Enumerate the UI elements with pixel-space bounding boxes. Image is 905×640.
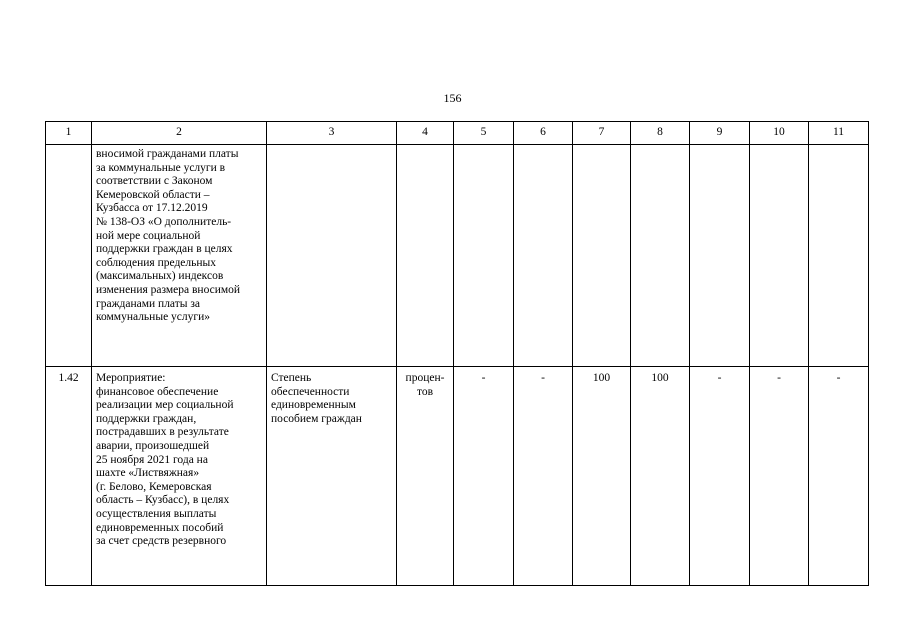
value-cell: -: [514, 367, 573, 586]
value-cell: [631, 145, 690, 367]
unit-of-measure: [397, 145, 454, 367]
indicator-name: Степень обеспеченности единовременным пособием граждан: [267, 367, 397, 586]
value-cell: -: [809, 367, 869, 586]
header-cell: 7: [573, 122, 631, 145]
value-cell: [454, 145, 514, 367]
value-cell: -: [750, 367, 809, 586]
value-cell: -: [690, 367, 750, 586]
indicator-name: [267, 145, 397, 367]
row-number: [46, 145, 92, 367]
header-cell: 3: [267, 122, 397, 145]
header-cell: 10: [750, 122, 809, 145]
value-cell: -: [454, 367, 514, 586]
header-cell: 2: [92, 122, 267, 145]
header-cell: 9: [690, 122, 750, 145]
header-cell: 8: [631, 122, 690, 145]
table-header-row: [46, 122, 869, 145]
value-cell: [690, 145, 750, 367]
header-cell: 6: [514, 122, 573, 145]
unit-of-measure: процен- тов: [397, 367, 454, 586]
table-row: [46, 367, 869, 586]
value-cell: [573, 145, 631, 367]
header-cell: 4: [397, 122, 454, 145]
value-cell: [514, 145, 573, 367]
value-cell: [750, 145, 809, 367]
page-number: 156: [443, 91, 462, 105]
table-row: [46, 145, 869, 367]
header-cell: 5: [454, 122, 514, 145]
header-cell: 11: [809, 122, 869, 145]
header-cell: 1: [46, 122, 92, 145]
indicators-table: [45, 121, 869, 586]
row-number: 1.42: [46, 367, 92, 586]
value-cell: 100: [573, 367, 631, 586]
measure-description: Мероприятие: финансовое обеспечение реализации мер социальной поддержки граждан, пострадавших в результате аварии, произошедшей 25 ноября 2021 года на шахте «Листвяжная» (г. Белово, Кемеровская область – Кузбасс), в целях осуществления выплаты единовременных пособий за счет средств резервного: [92, 367, 267, 586]
value-cell: 100: [631, 367, 690, 586]
value-cell: [809, 145, 869, 367]
measure-description: вносимой гражданами платы за коммунальные услуги в соответствии с Законом Кемеровской области – Кузбасса от 17.12.2019 № 138-ОЗ «О дополнитель- ной мере социальной поддержки граждан в целях соблюдения предельных (максимальных) индексов изменения размера вносимой гражданами платы за коммунальные услуги»: [92, 145, 267, 367]
